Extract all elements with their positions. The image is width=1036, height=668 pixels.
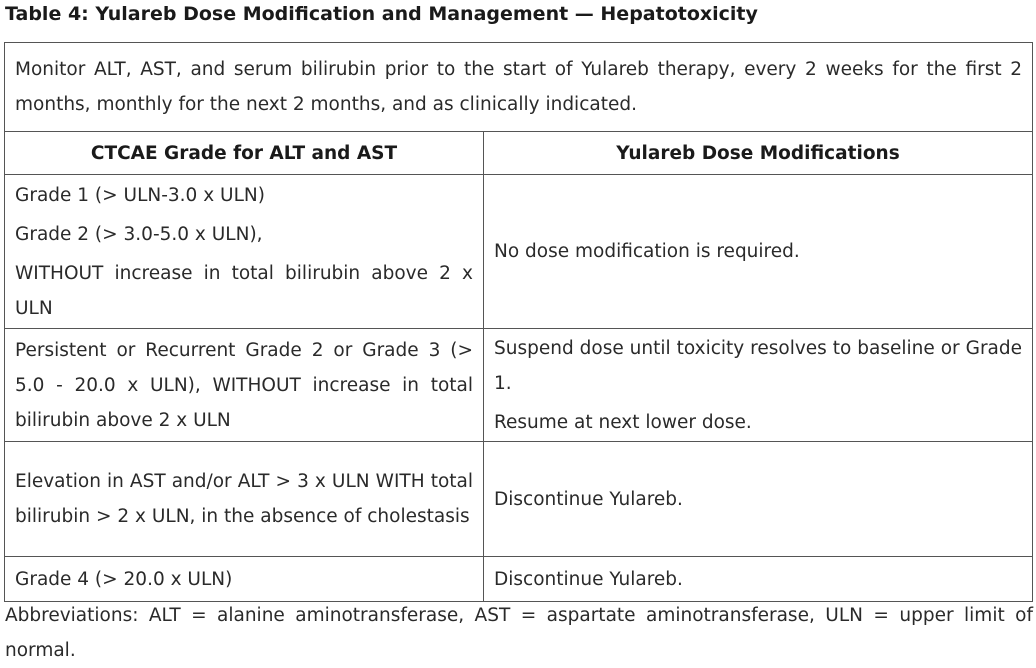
header-ctcae-grade: CTCAE Grade for ALT and AST xyxy=(5,132,484,175)
header-dose-modifications: Yulareb Dose Modifications xyxy=(484,132,1033,175)
modification-cell xyxy=(484,442,1033,557)
grade-cell xyxy=(5,557,484,602)
header-row xyxy=(5,132,1033,175)
modification-cell xyxy=(484,175,1033,329)
table-row xyxy=(5,175,1033,329)
table-row xyxy=(5,557,1033,602)
grade-text: Elevation in AST and/or ALT > 3 x ULN WITH total bilirubin > 2 x ULN, in the absence of cholestasis xyxy=(15,471,473,527)
monitoring-row xyxy=(5,43,1033,132)
grade-cell xyxy=(5,442,484,557)
grade-text: WITHOUT increase in total bilirubin above 2 x ULN xyxy=(15,262,473,319)
abbreviations-footnote: Abbreviations: ALT = alanine aminotransferase, AST = aspartate aminotransferase, ULN = upper limit of normal. xyxy=(5,605,1033,661)
modification-text: Suspend dose until toxicity resolves to baseline or Grade 1. xyxy=(494,337,1023,394)
modification-cell xyxy=(484,557,1033,602)
table-row xyxy=(5,442,1033,557)
grade-text: Grade 4 (> 20.0 x ULN) xyxy=(15,568,233,590)
table-row xyxy=(5,329,1033,442)
grade-text: Persistent or Recurrent Grade 2 or Grade 3 (> 5.0 - 20.0 x ULN), WITHOUT increase in total bilirubin above 2 x ULN xyxy=(15,339,473,431)
hepatotoxicity-table xyxy=(4,42,1033,602)
modification-text: Resume at next lower dose. xyxy=(494,411,752,433)
grade-cell xyxy=(5,329,484,442)
modification-text: Discontinue Yulareb. xyxy=(494,488,683,510)
modification-text: No dose modification is required. xyxy=(494,241,800,262)
monitoring-instructions: Monitor ALT, AST, and serum bilirubin prior to the start of Yulareb therapy, every 2 weeks for the first 2 months, monthly for the next 2 months, and as clinically indicated. xyxy=(5,43,1033,132)
grade-text: Grade 2 (> 3.0-5.0 x ULN), xyxy=(15,223,263,245)
grade-text: Grade 1 (> ULN-3.0 x ULN) xyxy=(15,184,265,206)
modification-cell xyxy=(484,329,1033,442)
table-title: Table 4: Yulareb Dose Modification and Management — Hepatotoxicity xyxy=(5,3,758,25)
grade-cell xyxy=(5,175,484,329)
modification-text: Discontinue Yulareb. xyxy=(494,568,683,590)
